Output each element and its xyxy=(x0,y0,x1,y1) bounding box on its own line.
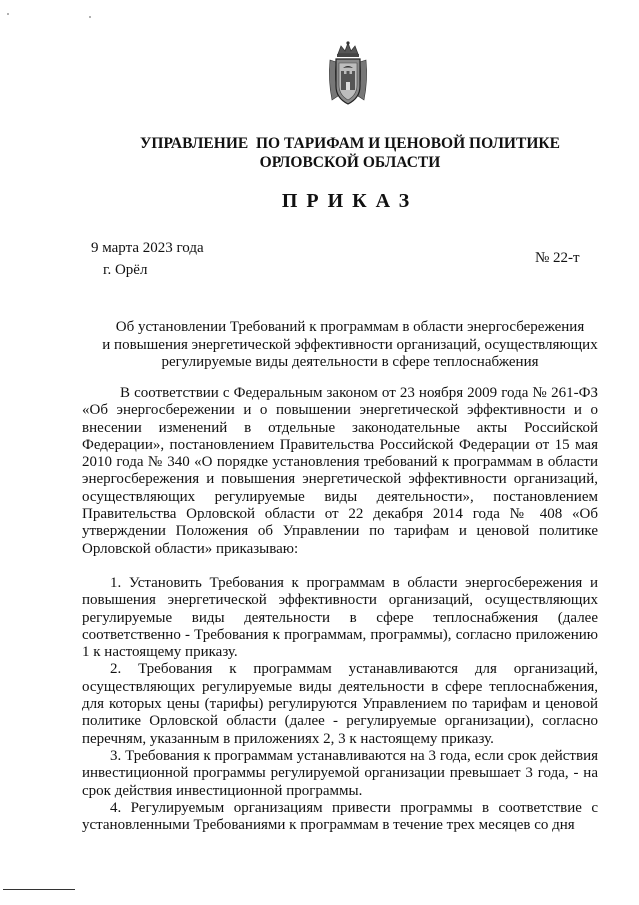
document-type-title: ПРИКАЗ xyxy=(281,190,419,212)
issuing-authority-line-2: ОРЛОВСКОЙ ОБЛАСТИ xyxy=(259,154,441,171)
order-city: г. Орёл xyxy=(103,262,148,278)
order-subject-line-1: Об установлении Требований к программам в области энергосбережения xyxy=(115,319,585,335)
issuing-authority xyxy=(80,134,620,172)
issuing-authority-line-1: УПРАВЛЕНИЕ ПО ТАРИФАМ И ЦЕНОВОЙ ПОЛИТИКЕ xyxy=(140,135,560,152)
footer-rule xyxy=(3,889,75,890)
coat-of-arms-icon xyxy=(324,40,372,108)
clause-2: 2. Требования к программам устанавливаются для организаций, осуществляющих регулируемые виды деятельности в сфере теплоснабжения, для которых цены (тарифы) регулируются Управлением по тарифам и ценовой политике Орловской области (далее - регулируемые организации), согласно перечням, указанным в приложениях 2, 3 к настоящему приказу. xyxy=(82,661,598,747)
clause-4: 4. Регулируемым организациям привести программы в соответствие с установленными Требованиями к программам в течение трех месяцев со дня xyxy=(82,799,598,834)
order-date: 9 марта 2023 года xyxy=(91,240,204,256)
clause-3: 3. Требования к программам устанавливаются на 3 года, если срок действия инвестиционной программы регулируемой организации превышает 3 года, - на срок действия инвестиционной программы. xyxy=(82,747,598,799)
order-number: № 22-т xyxy=(535,250,580,266)
scan-speck xyxy=(7,13,9,15)
order-body xyxy=(82,385,598,834)
order-subject-line-2: и повышения энергетической эффективности организаций, осуществляющих xyxy=(102,336,598,353)
clause-1: 1. Установить Требования к программам в области энергосбережения и повышения энергетической эффективности организаций, осуществляющих регулируемые виды деятельности в сфере теплоснабжения (далее соответственно - Требования к программам, программы), согласно приложению 1 к настоящему приказу. xyxy=(82,574,598,661)
preamble-paragraph: В соответствии с Федеральным законом от 23 ноября 2009 года № 261-ФЗ «Об энергосбережении и о повышении энергетической эффективности и о внесении изменений в отдельные законодательные акты Российской Федерации», постановлением Правительства Российской Федерации от 15 мая 2010 года № 340 «О порядке установления требований к программам в области энергосбережения и повышения энергетической эффективности организаций, осуществляющих регулируемые виды деятельности», постановлением Правительства Орловской области от 22 декабря 2014 года № 408 «Об утверждении Положения об Управлении по тарифам и ценовой политике Орловской области» приказываю: xyxy=(82,385,598,557)
order-subject-line-3: регулируемые виды деятельности в сфере теплоснабжения xyxy=(161,354,539,370)
scan-speck xyxy=(89,16,91,18)
order-subject xyxy=(90,319,610,372)
